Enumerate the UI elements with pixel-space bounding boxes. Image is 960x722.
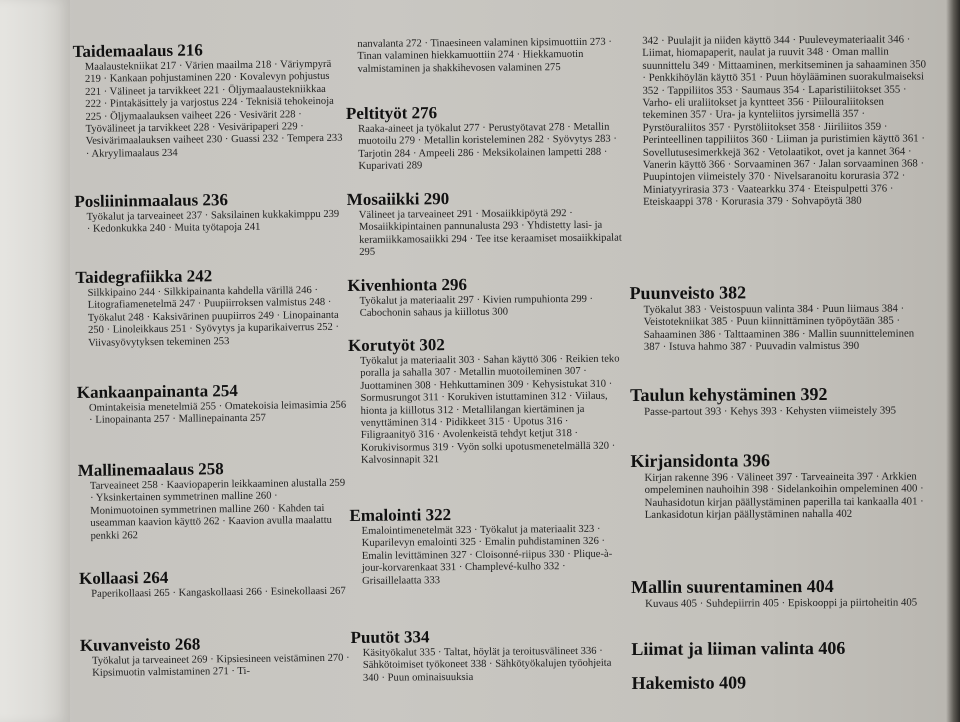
section-entries: nanvalanta 272 · Tinaesineen valaminen kipsimuottiin 273 · Tinan valaminen hiekkamuottiin 274 · Hiekkamuotin valmistaminen ja shakkihevosen valaminen 275 bbox=[357, 36, 612, 75]
toc-section-liimat bbox=[631, 638, 931, 659]
section-title: Kankaanpainanta 254 bbox=[76, 381, 238, 402]
page-fold bbox=[0, 0, 70, 722]
section-title: Kuvanveisto 268 bbox=[79, 634, 201, 655]
section-entries: Raaka-aineet ja työkalut 277 · Perustyötavat 278 · Metallin muotoilu 279 · Metallin koristeleminen 282 · Syövytys 283 · Tarjotin 284 · Ampeeli 286 · Meksikolainen lampetti 288 · Kuparivati 289 bbox=[358, 121, 617, 173]
section-title: Taidegrafiikka 242 bbox=[75, 266, 213, 287]
toc-section-posliininmaalaus bbox=[74, 189, 345, 237]
toc-continuation bbox=[345, 36, 620, 77]
section-entries: Maalaustekniikat 217 · Värien maailma 218 · Väriympyrä 219 · Kankaan pohjustaminen 220 · Kovalevyn pohjustus 221 · Välineet ja tarvikkeet 221 · Öljymaalaustekniikkaa 222 · Pintakäsittely ja varjostus 224 · Teknisiä tehokeinoja 225 · Öljymaalauksen vaiheet 226 · Vesivärit 228 · Työvälineet ja tarvikkeet 228 · Vesiväripaperi 229 · Vesivärimaalauksen vaiheet 230 · Guassi 232 · Tempera 233 · Akryylimaalaus 234 bbox=[84, 58, 343, 160]
toc-section-taidegrafiikka bbox=[75, 265, 346, 350]
toc-section-mosaiikki bbox=[347, 188, 623, 260]
section-title: Hakemisto 409 bbox=[631, 672, 747, 693]
toc-section-puutot bbox=[350, 626, 625, 686]
section-title: Mosaiikki 290 bbox=[346, 189, 450, 209]
toc-continuation bbox=[628, 32, 929, 208]
section-entries: Työkalut 383 · Veistospuun valinta 384 · Puun liimaus 384 · Veistotekniikat 385 · Puun kiinnittäminen työpöytään 385 · Sahaaminen 386 · Talttaaminen 386 · Mallin suunnitteleminen 387 · Istuva hahmo 387 · Puuvadin valmistus 390 bbox=[643, 302, 915, 354]
toc-section-kirjansidonta bbox=[630, 450, 930, 521]
section-entries: Tarveaineet 258 · Kaaviopaperin leikkaaminen alustalla 259 · Yksinkertainen symmetrinen malline 260 · Monimuotoinen symmetrinen malline 260 · Kahden tai useamman kaavion käyttö 262 · Kaavion avulla maalattu penkki 262 bbox=[89, 477, 346, 542]
page-edge-shadow bbox=[946, 0, 960, 722]
toc-section-emalointi bbox=[349, 504, 625, 588]
toc-section-puunveisto bbox=[629, 282, 929, 353]
section-entries: Työkalut ja materiaalit 303 · Sahan käyttö 306 · Reikien teko poralla ja sahalla 307 · Metallin muotoileminen 307 · Juottaminen 308 · Hehkuttaminen 309 · Kehysistukat 310 · Sormusrungot 311 · Korukiven istuttaminen 312 · Viilaus, hionta ja kiillotus 312 · Metallilangan kiertäminen ja venyttäminen 314 · Pidikkeet 315 · Upotus 316 · Filigraanityö 316 · Avolenkeistä tehdyt ketjut 318 · Korukivisormus 319 · Vyön solki upotusmenetelmällä 320 · Kalvosinnapit 321 bbox=[360, 353, 620, 467]
toc-section-korutyot bbox=[348, 334, 624, 468]
toc-section-hakemisto bbox=[632, 672, 932, 693]
section-title: Mallinemaalaus 258 bbox=[77, 459, 224, 480]
section-title: Posliininmaalaus 236 bbox=[74, 190, 229, 211]
section-entries: Kirjan rakenne 396 · Välineet 397 · Tarveaineita 397 · Arkkien ompeleminen nauhoihin 398 · Sidelankoihin ompeleminen 400 · Nauhasidotun kirjan päällystäminen paperilla tai kankaalla 401 · Lankasidotun kirjan päällystäminen nahalla 402 bbox=[644, 470, 924, 522]
section-title: Puunveisto 382 bbox=[629, 282, 747, 303]
section-entries: Työkalut ja materiaalit 297 · Kivien rumpuhionta 299 · Cabochonin sahaus ja kiillotus 300 bbox=[359, 293, 594, 320]
section-entries: Kuvaus 405 · Suhdepiirrin 405 · Episkooppi ja piirtoheitin 405 bbox=[645, 596, 918, 610]
toc-section-kankaanpainanta bbox=[77, 380, 348, 428]
section-title: Kollaasi 264 bbox=[78, 567, 169, 588]
section-entries: Käsityökalut 335 · Taltat, höylät ja teroitusvälineet 336 · Sähkötoimiset työkoneet 338 · Sähkötyökalujen työohjeita 340 · Puun ominaisuuksia bbox=[362, 645, 612, 684]
toc-section-peltityot bbox=[346, 102, 622, 174]
section-title: Mallin suurentaminen 404 bbox=[631, 575, 834, 597]
section-title: Emalointi 322 bbox=[349, 505, 452, 525]
section-entries: Paperikollaasi 265 · Kangaskollaasi 266 · Esinekollaasi 267 bbox=[91, 585, 346, 600]
toc-section-taidemaalaus bbox=[73, 39, 344, 162]
section-entries: Työkalut ja tarveaineet 237 · Saksilainen kukkakimppu 239 · Kedonkukka 240 · Muita työtapoja 241 bbox=[86, 208, 340, 236]
toc-section-kivenhionta bbox=[347, 274, 622, 321]
section-title: Liimat ja liiman valinta 406 bbox=[631, 637, 846, 659]
section-entries: Omintakeisia menetelmiä 255 · Omatekoisia leimasimia 256 · Linopainanta 257 · Mallinepainanta 257 bbox=[88, 399, 347, 427]
section-title: Kirjansidonta 396 bbox=[630, 450, 770, 471]
section-title: Taidemaalaus 216 bbox=[72, 40, 203, 61]
section-entries: Passe-partout 393 · Kehys 393 · Kehysten viimeistely 395 bbox=[644, 404, 897, 418]
toc-section-mallin-suurentaminen bbox=[631, 576, 931, 610]
section-entries: Välineet ja tarveaineet 291 · Mosaiikkipöytä 292 · Mosaiikkipintainen pannunalusta 293 · Yhdistetty lasi- ja keramiikkamosaiikki 294 · Tee itse keraamiset mosaiikkipalat 295 bbox=[358, 208, 622, 259]
section-title: Korutyöt 302 bbox=[347, 335, 445, 355]
toc-section-mallinemaalaus bbox=[78, 458, 349, 543]
section-entries: Emalointimenetelmät 323 · Työkalut ja materiaalit 323 · Kuparilevyn emalointi 325 · Emalin puhdistaminen 326 · Emalin levittäminen 327 · Cloisonné-riipus 330 · Plique-à-jour-korvarenkaat 331 · Champlevé-kulho 332 · Grisaillelaatta 333 bbox=[361, 523, 613, 587]
section-title: Kivenhionta 296 bbox=[347, 274, 468, 295]
toc-section-kollaasi bbox=[79, 566, 349, 602]
section-entries: 342 · Puulajit ja niiden käyttö 344 · Puuleveymateriaalit 346 · Liimat, hiomapaperit, naulat ja ruuvit 348 · Oman mallin suunnittelu 349 · Mittaaminen, merkitseminen ja sahaaminen 350 · Penkkihöylän käyttö 351 · Puun höylääminen suorakulmaiseksi 352 · Tappiliitos 353 · Saumaus 354 · Laparistiliitokset 355 · Varho- eli uraliitokset ja kyntteet 356 · Piilouraliitoksen tekeminen 357 · Ura- ja kynteliitos jyrsimellä 357 · Pyrstöuraliitos 357 · Pyrstöliitokset 358 · Jiiriliitos 359 · Perinteellinen tappiliitos 360 · Liiman ja puristimien käyttö 361 · Sovellutusesimerkkejä 362 · Vetolaatikot, ovet ja kannet 364 · Vanerin käyttö 366 · Sorvaaminen 367 · Jalan sorvaaminen 368 · Puupintojen viimeistely 370 · Nivelsaranoitu korurasia 372 · Miniatyyrirasia 373 · Vaatearkku 374 · Eteispulpetti 376 · Eteiskaappi 378 · Korurasia 379 · Sohvapöytä 380 bbox=[642, 33, 927, 209]
section-title: Puutöt 334 bbox=[350, 627, 430, 647]
toc-section-taulun-kehystaminen bbox=[630, 384, 930, 418]
section-entries: Silkkipaino 244 · Silkkipainanta kahdella värillä 246 · Litografiamenetelmä 247 · Puupiirroksen valmistus 248 · Työkalut 248 · Kaksivärinen puupiirros 249 · Linopainanta 250 · Linoleikkaus 251 · Syövytys ja kuparikaiverrus 252 · Viivasyövytyksen tekeminen 253 bbox=[87, 285, 340, 349]
toc-section-kuvanveisto bbox=[80, 633, 351, 681]
section-title: Peltityöt 276 bbox=[345, 103, 438, 123]
section-title: Taulun kehystäminen 392 bbox=[630, 383, 828, 405]
section-entries: Työkalut ja tarveaineet 269 · Kipsiesineen veistäminen 270 · Kipsimuotin valmistaminen 271 · Ti- bbox=[92, 652, 350, 680]
